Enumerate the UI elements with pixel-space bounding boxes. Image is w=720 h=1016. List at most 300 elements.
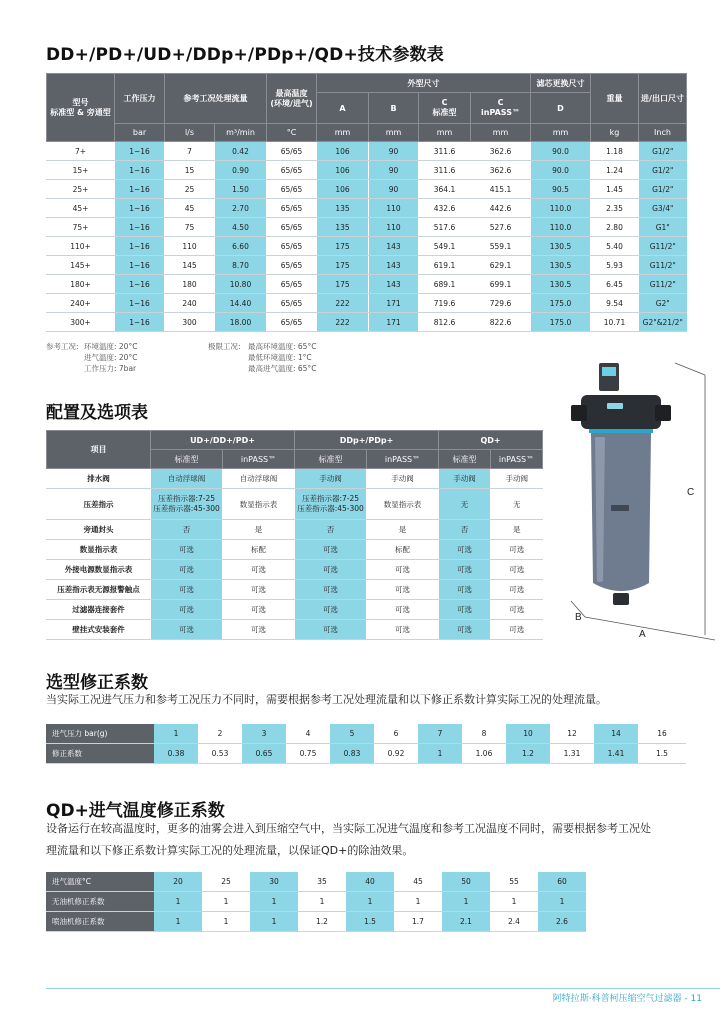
spec-row [47, 275, 687, 294]
spec-cell: G2" [639, 294, 687, 313]
spec-cell: 2.80 [591, 218, 639, 237]
filter-illustration [571, 363, 671, 605]
config-row [47, 489, 543, 520]
header-flow: 参考工况处理流量 [165, 74, 267, 124]
spec-cell: 415.1 [471, 180, 531, 199]
spec-cell: 45 [165, 199, 215, 218]
ref-item: 环境温度: 20°C [84, 342, 138, 351]
value-cell: 5 [330, 724, 374, 744]
filter-diagram [565, 355, 715, 645]
spec-cell: 14.40 [215, 294, 267, 313]
spec-cell: 5.40 [591, 237, 639, 256]
header-a: A [317, 93, 369, 124]
value-cell: 1.7 [394, 912, 442, 932]
spec-cell: 689.1 [419, 275, 471, 294]
spec-cell: 110.0 [531, 199, 591, 218]
row-label: 喷油机修正系数 [46, 912, 154, 932]
temperature-row [46, 872, 586, 892]
spec-cell: 135 [317, 199, 369, 218]
spec-cell: 106 [317, 180, 369, 199]
spec-cell: 1~16 [115, 142, 165, 161]
config-row [47, 580, 543, 600]
config-row-label: 旁通封头 [47, 520, 151, 540]
value-cell: 1 [250, 912, 298, 932]
dim-label-a: A [639, 629, 646, 640]
spec-cell: 2.35 [591, 199, 639, 218]
temperature-correction-title: QD+进气温度修正系数 [46, 801, 225, 821]
spec-cell: G11/2" [639, 275, 687, 294]
config-group-header: QD+ [439, 431, 543, 450]
header-c-standard: C 标准型 [419, 93, 471, 124]
config-row [47, 469, 543, 489]
spec-cell: 1.45 [591, 180, 639, 199]
spec-cell: 822.6 [471, 313, 531, 332]
spec-cell: 2.70 [215, 199, 267, 218]
spec-cell: 65/65 [267, 180, 317, 199]
header-element: 滤芯更换尺寸 [531, 74, 591, 93]
config-row-label: 数显指示表 [47, 540, 151, 560]
spec-cell: 175 [317, 237, 369, 256]
spec-cell: 432.6 [419, 199, 471, 218]
description-line: 理流量和以下修正系数计算实际工况的处理流量，以保证QD+的除油效果。 [46, 844, 414, 857]
spec-cell: 90.0 [531, 161, 591, 180]
model-cell: 300+ [47, 313, 115, 332]
spec-cell: 9.54 [591, 294, 639, 313]
spec-cell: 130.5 [531, 256, 591, 275]
unit: mm [317, 124, 369, 142]
value-cell: 1 [154, 912, 202, 932]
model-cell: 15+ [47, 161, 115, 180]
unit: mm [419, 124, 471, 142]
model-cell: 110+ [47, 237, 115, 256]
row-label: 无油机修正系数 [46, 892, 154, 912]
spec-cell: 1~16 [115, 237, 165, 256]
value-cell: 6 [374, 724, 418, 744]
value-cell: 60 [538, 872, 586, 892]
spec-cell: 10.71 [591, 313, 639, 332]
spec-cell: 1.24 [591, 161, 639, 180]
value-cell: 25 [202, 872, 250, 892]
value-cell: 35 [298, 872, 346, 892]
value-cell: 1 [298, 892, 346, 912]
config-cell: 可选 [367, 600, 439, 620]
spec-cell: 175.0 [531, 294, 591, 313]
header-temp: 最高温度 (环境/进气) [267, 74, 317, 124]
config-cell: 否 [151, 520, 223, 540]
value-cell: 1 [394, 892, 442, 912]
value-cell: 50 [442, 872, 490, 892]
spec-cell: 106 [317, 161, 369, 180]
oil-injected-row [46, 912, 586, 932]
spec-cell: 90 [369, 180, 419, 199]
config-cell: 标配 [223, 540, 295, 560]
row-label: 进气压力 bar(g) [46, 724, 154, 744]
description-line: 设备运行在较高温度时，更多的油雾会进入到压缩空气中，当实际工况进气温度和参考工况温度不同时，需要根据参考工况处 [46, 822, 651, 835]
spec-cell: 143 [369, 256, 419, 275]
unit: mm [471, 124, 531, 142]
spec-row [47, 294, 687, 313]
config-cell: 可选 [223, 600, 295, 620]
temperature-correction-description [46, 818, 651, 862]
model-cell: 240+ [47, 294, 115, 313]
spec-cell: 65/65 [267, 199, 317, 218]
config-cell: 是 [367, 520, 439, 540]
unit: l/s [165, 124, 215, 142]
config-row-label: 压差指示 [47, 489, 151, 520]
config-cell: 是 [223, 520, 295, 540]
unit: mm [531, 124, 591, 142]
spec-cell: 1~16 [115, 294, 165, 313]
config-cell: 否 [295, 520, 367, 540]
spec-cell: 362.6 [471, 142, 531, 161]
value-cell: 1.2 [506, 744, 550, 764]
spec-cell: 65/65 [267, 256, 317, 275]
ref-label: 参考工况: [46, 342, 79, 351]
config-item-header: 项目 [47, 431, 151, 469]
spec-cell: 18.00 [215, 313, 267, 332]
value-cell: 7 [418, 724, 462, 744]
value-cell: 30 [250, 872, 298, 892]
value-cell: 55 [490, 872, 538, 892]
value-cell: 1.41 [594, 744, 638, 764]
config-cell: 否 [439, 520, 491, 540]
config-cell: 可选 [439, 600, 491, 620]
value-cell: 8 [462, 724, 506, 744]
spec-row [47, 218, 687, 237]
value-cell: 1.5 [346, 912, 394, 932]
spec-cell: 175 [317, 256, 369, 275]
spec-cell: 1~16 [115, 218, 165, 237]
config-row [47, 560, 543, 580]
config-cell: 手动阀 [367, 469, 439, 489]
lim-item: 最低环境温度: 1°C [248, 353, 312, 362]
spec-cell: 75 [165, 218, 215, 237]
value-cell: 1 [154, 724, 198, 744]
config-row-label: 壁挂式安装套件 [47, 620, 151, 640]
row-label: 进气温度°C [46, 872, 154, 892]
spec-cell: 6.45 [591, 275, 639, 294]
cell-line: 压差指示器:7-25 [157, 494, 216, 503]
config-row [47, 540, 543, 560]
pressure-row [46, 724, 686, 744]
value-cell: 0.53 [198, 744, 242, 764]
config-row-label: 过滤器连接套件 [47, 600, 151, 620]
config-row-label: 排水阀 [47, 469, 151, 489]
spec-cell: 90.5 [531, 180, 591, 199]
config-cell: 可选 [367, 620, 439, 640]
config-cell: 可选 [223, 620, 295, 640]
lim-item: 最高环境温度: 65°C [248, 342, 317, 351]
spec-cell: G2"&21/2" [639, 313, 687, 332]
value-cell: 1 [154, 892, 202, 912]
config-row-label: 压差指示表无源报警触点 [47, 580, 151, 600]
cell-line: 压差指示器:45-300 [297, 504, 364, 513]
spec-row [47, 313, 687, 332]
value-cell: 12 [550, 724, 594, 744]
spec-cell: 65/65 [267, 161, 317, 180]
value-cell: 2.1 [442, 912, 490, 932]
config-cell: 可选 [439, 540, 491, 560]
spec-cell: 699.1 [471, 275, 531, 294]
spec-cell: 10.80 [215, 275, 267, 294]
config-cell: 自动浮球阀 [151, 469, 223, 489]
spec-cell: 90.0 [531, 142, 591, 161]
page-footer: 阿特拉斯·科普柯压缩空气过滤器 - 11 [552, 994, 702, 1004]
ref-items [84, 341, 137, 374]
spec-cell: 175 [317, 275, 369, 294]
spec-cell: 110 [369, 199, 419, 218]
spec-cell: 65/65 [267, 142, 317, 161]
value-cell: 0.83 [330, 744, 374, 764]
spec-cell: G1/2" [639, 161, 687, 180]
config-cell: 可选 [367, 560, 439, 580]
config-cell: 手动阀 [295, 469, 367, 489]
value-cell: 1 [250, 892, 298, 912]
footer-divider [46, 988, 720, 989]
spec-cell: G1/2" [639, 180, 687, 199]
spec-cell: 1~16 [115, 313, 165, 332]
spec-cell: 300 [165, 313, 215, 332]
header-model: 型号 标准型 & 旁通型 [47, 74, 115, 142]
value-cell: 20 [154, 872, 202, 892]
config-cell: 手动阀 [491, 469, 543, 489]
unit: mm [369, 124, 419, 142]
spec-row [47, 142, 687, 161]
config-cell: 标配 [367, 540, 439, 560]
value-cell: 16 [638, 724, 686, 744]
pressure-correction-description: 当实际工况进气压力和参考工况压力不同时，需要根据参考工况处理流量和以下修正系数计算实际工况的处理流量。 [46, 693, 607, 706]
value-cell: 3 [242, 724, 286, 744]
header-pressure: 工作压力 [115, 74, 165, 124]
config-cell: 自动浮球阀 [223, 469, 295, 489]
value-cell: 1 [202, 892, 250, 912]
ref-item: 进气温度: 20°C [84, 353, 138, 362]
model-cell: 7+ [47, 142, 115, 161]
value-cell: 1.31 [550, 744, 594, 764]
config-cell: 可选 [295, 540, 367, 560]
spec-cell: 171 [369, 313, 419, 332]
unit: m³/min [215, 124, 267, 142]
spec-cell: G11/2" [639, 237, 687, 256]
config-sub-header: inPASS™ [223, 450, 295, 469]
spec-row [47, 199, 687, 218]
spec-cell: 1~16 [115, 275, 165, 294]
config-cell: 可选 [295, 600, 367, 620]
dim-label-b: B [575, 612, 582, 623]
spec-cell: 559.1 [471, 237, 531, 256]
config-table [46, 430, 543, 640]
spec-cell: 130.5 [531, 237, 591, 256]
spec-cell: 549.1 [419, 237, 471, 256]
cell-line: 压差指示器:7-25 [301, 494, 360, 503]
spec-cell: 110 [165, 237, 215, 256]
config-row [47, 620, 543, 640]
config-cell: 可选 [491, 600, 543, 620]
spec-cell: 135 [317, 218, 369, 237]
value-cell: 1 [538, 892, 586, 912]
spec-cell: 240 [165, 294, 215, 313]
spec-cell: G1" [639, 218, 687, 237]
spec-row [47, 256, 687, 275]
config-cell: 数显指示表 [223, 489, 295, 520]
header-weight: 重量 [591, 74, 639, 124]
config-sub-header: 标准型 [439, 450, 491, 469]
spec-cell: 65/65 [267, 313, 317, 332]
value-cell: 10 [506, 724, 550, 744]
config-cell: 可选 [439, 580, 491, 600]
value-cell: 2.4 [490, 912, 538, 932]
spec-cell: 145 [165, 256, 215, 275]
header-port: 进/出口尺寸 [639, 74, 687, 124]
value-cell: 45 [394, 872, 442, 892]
value-cell: 1.2 [298, 912, 346, 932]
header-c-inpass: C inPASS™ [471, 93, 531, 124]
lim-item: 最高进气温度: 65°C [248, 364, 317, 373]
header-b: B [369, 93, 419, 124]
spec-row [47, 237, 687, 256]
spec-cell: 629.1 [471, 256, 531, 275]
config-cell: 可选 [491, 620, 543, 640]
spec-cell: 0.90 [215, 161, 267, 180]
spec-cell: 1~16 [115, 256, 165, 275]
model-cell: 25+ [47, 180, 115, 199]
config-cell: 可选 [295, 560, 367, 580]
config-sub-header: inPASS™ [367, 450, 439, 469]
config-cell: 可选 [151, 620, 223, 640]
model-cell: 145+ [47, 256, 115, 275]
spec-cell: 442.6 [471, 199, 531, 218]
value-cell: 1.06 [462, 744, 506, 764]
config-sub-header: 标准型 [151, 450, 223, 469]
spec-row [47, 180, 687, 199]
spec-cell: 1~16 [115, 180, 165, 199]
spec-cell: 5.93 [591, 256, 639, 275]
oil-free-row [46, 892, 586, 912]
spec-cell: 0.42 [215, 142, 267, 161]
spec-cell: G3/4" [639, 199, 687, 218]
spec-cell: 311.6 [419, 161, 471, 180]
model-cell: 180+ [47, 275, 115, 294]
spec-cell: 175.0 [531, 313, 591, 332]
spec-cell: 4.50 [215, 218, 267, 237]
unit: Inch [639, 124, 687, 142]
value-cell: 1 [490, 892, 538, 912]
dim-label-c: C [687, 487, 695, 498]
header-dims: 外型尺寸 [317, 74, 531, 93]
spec-cell: 65/65 [267, 237, 317, 256]
config-row-label: 外接电源数显指示表 [47, 560, 151, 580]
config-cell: 是 [491, 520, 543, 540]
spec-cell: 25 [165, 180, 215, 199]
spec-cell: 222 [317, 294, 369, 313]
spec-cell: 65/65 [267, 294, 317, 313]
temperature-correction-table [46, 872, 586, 932]
value-cell: 1 [418, 744, 462, 764]
config-sub-header: inPASS™ [491, 450, 543, 469]
pressure-correction-table [46, 724, 686, 764]
factor-row [46, 744, 686, 764]
spec-cell: 7 [165, 142, 215, 161]
config-cell: 可选 [491, 560, 543, 580]
spec-cell: 517.6 [419, 218, 471, 237]
spec-cell: G1/2" [639, 142, 687, 161]
spec-cell: 143 [369, 237, 419, 256]
spec-cell: 110 [369, 218, 419, 237]
value-cell: 4 [286, 724, 330, 744]
spec-cell: 106 [317, 142, 369, 161]
config-table-title: 配置及选项表 [46, 403, 148, 423]
config-row [47, 600, 543, 620]
config-cell [295, 489, 367, 520]
config-cell: 可选 [367, 580, 439, 600]
spec-cell: 311.6 [419, 142, 471, 161]
config-cell: 可选 [223, 560, 295, 580]
spec-cell: 364.1 [419, 180, 471, 199]
config-cell: 可选 [151, 580, 223, 600]
spec-table [46, 73, 687, 332]
config-group-header: DDp+/PDp+ [295, 431, 439, 450]
unit: bar [115, 124, 165, 142]
config-cell: 数显指示表 [367, 489, 439, 520]
config-cell: 可选 [295, 620, 367, 640]
config-cell: 可选 [295, 580, 367, 600]
spec-cell: 90 [369, 161, 419, 180]
value-cell: 1 [346, 892, 394, 912]
config-group-header: UD+/DD+/PD+ [151, 431, 295, 450]
config-row [47, 520, 543, 540]
spec-cell: G11/2" [639, 256, 687, 275]
spec-cell: 15 [165, 161, 215, 180]
value-cell: 0.75 [286, 744, 330, 764]
spec-cell: 110.0 [531, 218, 591, 237]
config-cell: 可选 [491, 580, 543, 600]
unit: °C [267, 124, 317, 142]
value-cell: 0.38 [154, 744, 198, 764]
spec-cell: 180 [165, 275, 215, 294]
lim-items [248, 341, 316, 374]
spec-cell: 619.1 [419, 256, 471, 275]
spec-cell: 222 [317, 313, 369, 332]
value-cell: 2 [198, 724, 242, 744]
value-cell: 1.5 [638, 744, 686, 764]
config-cell: 可选 [223, 580, 295, 600]
spec-row [47, 161, 687, 180]
value-cell: 0.92 [374, 744, 418, 764]
config-sub-header: 标准型 [295, 450, 367, 469]
spec-cell: 143 [369, 275, 419, 294]
pressure-correction-title: 选型修正系数 [46, 673, 148, 693]
value-cell: 0.65 [242, 744, 286, 764]
spec-cell: 729.6 [471, 294, 531, 313]
value-cell: 2.6 [538, 912, 586, 932]
config-cell [151, 489, 223, 520]
spec-cell: 812.6 [419, 313, 471, 332]
config-cell: 可选 [151, 560, 223, 580]
value-cell: 14 [594, 724, 638, 744]
model-cell: 45+ [47, 199, 115, 218]
spec-cell: 65/65 [267, 218, 317, 237]
config-cell: 可选 [439, 560, 491, 580]
value-cell: 40 [346, 872, 394, 892]
spec-table-title: DD+/PD+/UD+/DDp+/PDp+/QD+技术参数表 [46, 45, 444, 65]
spec-cell: 1.50 [215, 180, 267, 199]
config-cell: 可选 [439, 620, 491, 640]
value-cell: 1 [442, 892, 490, 912]
spec-cell: 1.18 [591, 142, 639, 161]
spec-cell: 171 [369, 294, 419, 313]
spec-cell: 6.60 [215, 237, 267, 256]
config-cell: 无 [439, 489, 491, 520]
